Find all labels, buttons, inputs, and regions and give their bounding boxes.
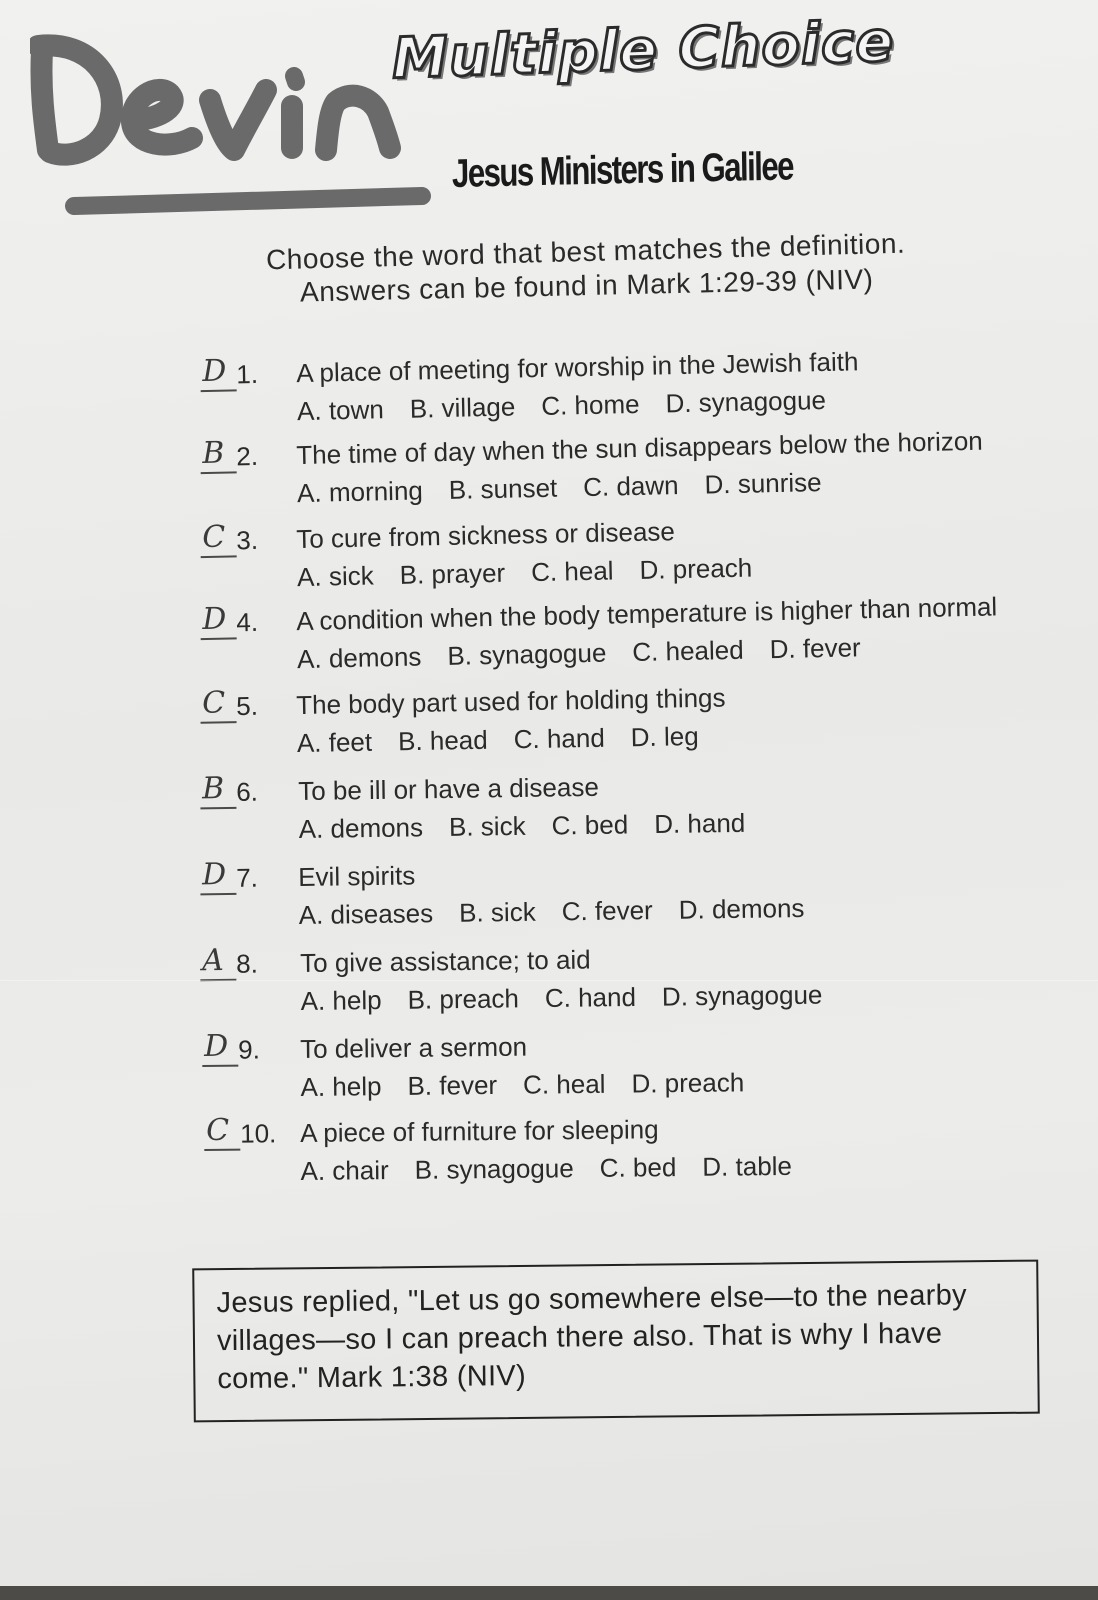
answer-option: C. heal [522, 1068, 606, 1100]
answer-option: A. morning [296, 475, 424, 509]
handwritten-answer: D [203, 1028, 229, 1065]
question-stem: To deliver a sermon [300, 1031, 528, 1064]
answer-option: A. demons [298, 812, 424, 845]
question-item [0, 589, 1098, 675]
answer-options [297, 721, 725, 759]
question-number: 10. [240, 1118, 277, 1149]
question-stem: A place of meeting for worship in the Jewish faith [296, 346, 859, 389]
worksheet-title: Multiple Choice [391, 9, 896, 92]
scripture-verse-text: Jesus replied, "Let us go somewhere else—to the nearby villages—so I can preach there also. That is why I have come." Mark 1:38 (NIV) [216, 1279, 968, 1396]
question-number: 6. [236, 776, 259, 807]
question-stem: To give assistance; to aid [300, 944, 591, 978]
question-number: 1. [236, 358, 259, 390]
question-stem: A piece of furniture for sleeping [300, 1114, 659, 1148]
answer-option: A. sick [296, 560, 374, 593]
answer-option: D. leg [630, 721, 699, 753]
question-number: 5. [236, 690, 259, 722]
answer-blank-line [201, 721, 237, 724]
handwritten-answer: D [201, 601, 227, 638]
background-surface [0, 1586, 1098, 1600]
answer-option: B. head [397, 724, 488, 757]
answer-options [297, 467, 848, 510]
question-number: 4. [236, 606, 259, 638]
handwritten-answer: D [201, 353, 227, 390]
answer-option: C. bed [551, 809, 629, 841]
answer-option: C. heal [530, 555, 614, 588]
handwritten-answer: C [201, 685, 226, 721]
answer-option: C. home [540, 388, 640, 421]
answer-options [300, 1067, 770, 1103]
answer-option: D. fever [769, 632, 861, 665]
answer-option: D. demons [678, 892, 805, 925]
question-item [0, 676, 1098, 759]
question-number: 9. [238, 1034, 261, 1065]
handwritten-answer: A [201, 942, 225, 979]
question-number: 8. [236, 948, 259, 979]
answer-options [300, 1151, 818, 1187]
answer-option: A. help [300, 985, 382, 1016]
answer-blank-line [201, 555, 237, 558]
answer-option: C. fever [561, 895, 653, 927]
answer-option: B. synagogue [447, 637, 607, 671]
question-number: 3. [236, 524, 259, 556]
answer-option: B. prayer [399, 557, 506, 590]
question-stem: Evil spirits [298, 860, 416, 893]
question-item [0, 423, 1098, 509]
answer-option: D. sunrise [704, 467, 822, 500]
answer-options [297, 384, 852, 427]
answer-blank-line [204, 1149, 240, 1151]
question-stem: A condition when the body temperature is higher than normal [296, 591, 998, 637]
question-number: 7. [236, 862, 259, 893]
answer-option: B. preach [407, 983, 520, 1015]
handwritten-answer: D [201, 857, 227, 893]
answer-option: B. sick [458, 896, 536, 928]
answer-option: C. bed [599, 1152, 677, 1183]
answer-option: B. synagogue [414, 1153, 574, 1185]
instructions-line-2: Answers can be found in Mark 1:29-39 (NIV) [299, 263, 874, 308]
question-item [0, 507, 1098, 593]
question-item [0, 1110, 1098, 1186]
answer-blank-line [200, 807, 236, 810]
answer-option: A. town [296, 394, 385, 427]
answer-options [299, 807, 772, 845]
answer-blank-line [201, 637, 237, 640]
answer-option: A. demons [296, 641, 422, 675]
question-stem: To cure from sickness or disease [296, 516, 676, 555]
answer-option: D. preach [631, 1067, 745, 1099]
question-stem: The body part used for holding things [296, 682, 726, 721]
answer-option: D. synagogue [661, 979, 823, 1012]
answer-options [297, 552, 779, 593]
answer-option: B. fever [407, 1069, 498, 1101]
answer-options [300, 979, 848, 1017]
handwritten-answer: B [201, 771, 225, 807]
answer-option: D. hand [653, 807, 746, 840]
answer-options [297, 632, 887, 675]
answer-option: A. feet [296, 726, 373, 759]
answer-option: B. sick [448, 810, 526, 842]
question-item [0, 765, 1098, 845]
answer-blank-line [201, 389, 237, 392]
answer-option: A. diseases [298, 898, 434, 931]
answer-option: D. preach [639, 552, 753, 585]
answer-option: C. dawn [582, 470, 679, 503]
answer-option: B. village [409, 391, 516, 424]
answer-blank-line [200, 893, 236, 896]
answer-option: A. chair [300, 1155, 389, 1186]
question-number: 2. [236, 440, 259, 472]
question-item [0, 1026, 1098, 1102]
scripture-verse-box [192, 1260, 1040, 1423]
answer-option: D. table [702, 1150, 793, 1182]
question-item [0, 938, 1098, 1016]
question-stem: To be ill or have a disease [298, 771, 600, 807]
handwritten-answer: C [201, 519, 226, 556]
instructions-line-1: Choose the word that best matches the definition. [265, 227, 906, 276]
worksheet-subtitle: Jesus Ministers in Galilee [451, 144, 794, 196]
handwritten-answer: C [205, 1112, 230, 1148]
question-item [0, 341, 1098, 427]
answer-blank-line [202, 1065, 238, 1067]
answer-option: B. sunset [448, 472, 558, 505]
answer-option: D. synagogue [665, 384, 827, 419]
answer-options [299, 893, 831, 931]
answer-option: C. healed [632, 634, 744, 668]
question-item [0, 851, 1098, 931]
answer-option: A. help [300, 1071, 382, 1102]
answer-option: C. hand [544, 981, 637, 1014]
question-stem: The time of day when the sun disappears below the horizon [296, 425, 984, 471]
answer-option: C. hand [513, 722, 606, 755]
answer-blank-line [201, 471, 237, 474]
handwritten-answer: B [201, 435, 225, 472]
